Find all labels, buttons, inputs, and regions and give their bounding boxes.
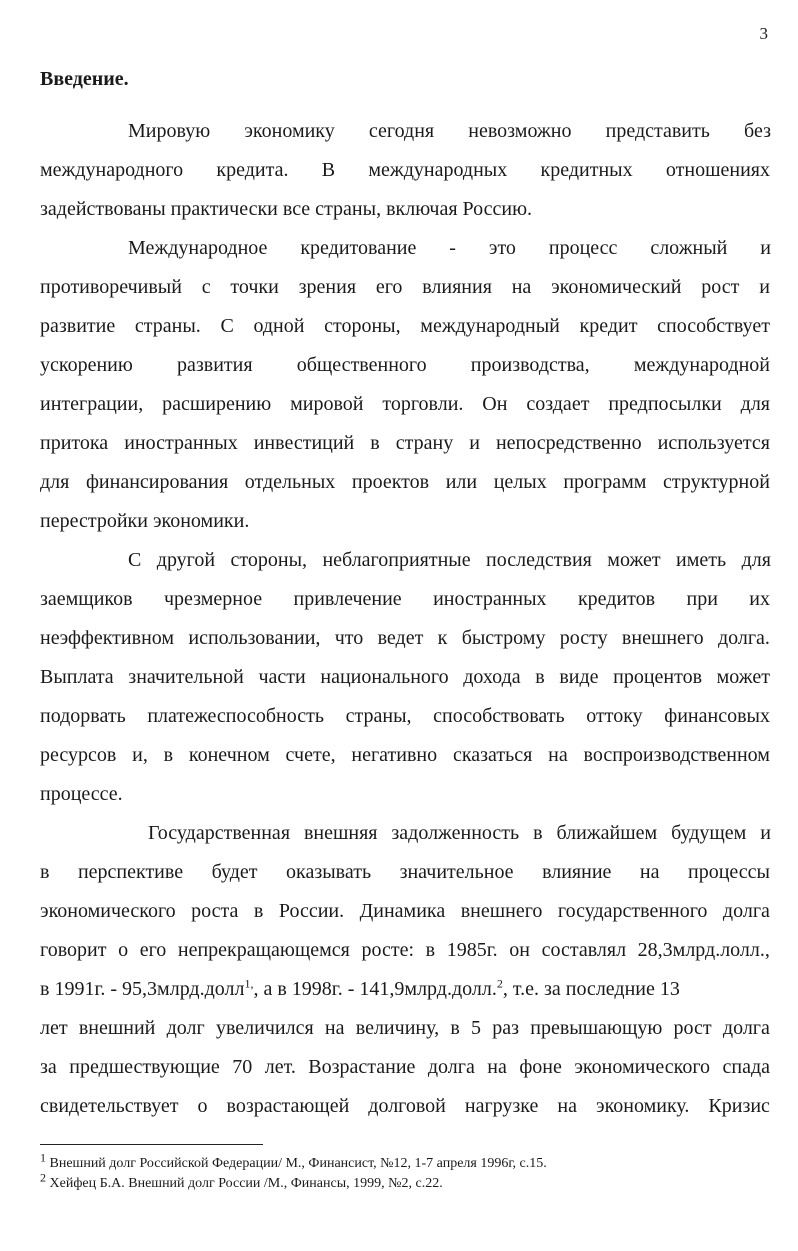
word: счете,	[285, 744, 336, 766]
word: предпосылки	[608, 393, 722, 415]
word: возрастающей	[226, 1095, 350, 1117]
word: сказаться	[452, 744, 533, 766]
word: притока	[40, 432, 109, 454]
word: отдельных	[244, 471, 336, 493]
word: долга	[427, 1056, 475, 1078]
word: зрения	[298, 276, 357, 298]
word: внешняя	[303, 822, 378, 844]
word: последствия	[486, 549, 592, 571]
footnote-ref-2: 2	[496, 976, 503, 991]
word: непрекращающемся	[177, 939, 350, 961]
text-line-5	[40, 275, 770, 299]
word: России.	[278, 900, 345, 922]
word: международной	[633, 354, 770, 376]
word: к	[437, 627, 448, 649]
word: Динамика	[359, 900, 446, 922]
text-line-9	[40, 431, 770, 455]
word: международный	[420, 315, 560, 337]
word: воспроизводственном	[583, 744, 770, 766]
footnote-separator	[40, 1144, 263, 1145]
word: влияния	[422, 276, 492, 298]
line-23-part2: , а в 1998г. - 141,9млрд.долл.	[253, 978, 497, 1000]
word: С	[220, 315, 234, 337]
word: влияние	[542, 861, 612, 883]
word: составлял	[541, 939, 627, 961]
word: программ	[563, 471, 647, 493]
text-line-2	[40, 158, 770, 182]
text-line-18: процессе.	[40, 783, 123, 805]
word: будущем	[671, 822, 747, 844]
word: предшествующие	[69, 1056, 220, 1078]
word: на	[487, 1056, 507, 1078]
word: Международное	[128, 237, 268, 259]
word: или	[445, 471, 478, 493]
word: его	[139, 939, 167, 961]
footnote-mark-2: 2	[40, 1170, 46, 1185]
word: на	[511, 276, 532, 298]
word: росте:	[361, 939, 415, 961]
word: другой	[156, 549, 216, 571]
footnote-text-2: Хейфец Б.А. Внешний долг России /М., Финансы, 1999, №2, с.22.	[46, 1176, 443, 1191]
text-line-16	[40, 704, 770, 728]
word: ресурсов	[40, 744, 117, 766]
word: и	[469, 432, 480, 454]
word: величину,	[355, 1017, 440, 1039]
word: заемщиков	[40, 588, 133, 610]
word: на	[324, 1017, 345, 1039]
word: для	[741, 549, 771, 571]
word: оказывать	[286, 861, 372, 883]
word: в	[533, 822, 543, 844]
word: национального	[320, 666, 449, 688]
word: экономику.	[596, 1095, 690, 1117]
footnote-ref-1: 1,	[244, 976, 254, 991]
word: экономического	[574, 1056, 711, 1078]
text-line-1	[128, 119, 771, 143]
word: виде	[559, 666, 599, 688]
word: экономический	[551, 276, 682, 298]
word: перспективе	[77, 861, 184, 883]
word: раз	[492, 1017, 520, 1039]
word: способствует	[657, 315, 770, 337]
word: Кризис	[708, 1095, 770, 1117]
word: в	[40, 861, 50, 883]
word: внешнего	[621, 627, 704, 649]
line-23-part3: , т.е. за последние 13	[502, 978, 680, 1000]
word: на	[639, 861, 660, 883]
word: о	[118, 939, 129, 961]
word: он	[509, 939, 530, 961]
word: финансирования	[85, 471, 229, 493]
text-line-4	[128, 236, 771, 260]
word: долга.	[717, 627, 770, 649]
word: используется	[657, 432, 770, 454]
word: неэффективном	[40, 627, 175, 649]
text-line-24	[40, 1016, 770, 1040]
word: долг	[166, 1017, 205, 1039]
word: отношениях	[665, 159, 770, 181]
word: 28,3млрд.лолл.,	[637, 939, 770, 961]
word: целых	[493, 471, 547, 493]
word: для	[40, 471, 70, 493]
text-line-19	[148, 821, 771, 845]
word: стороны,	[324, 315, 401, 337]
word: ускорению	[40, 354, 133, 376]
word: увеличился	[215, 1017, 314, 1039]
word: чрезмерное	[163, 588, 263, 610]
word: Выплата	[40, 666, 114, 688]
word: международных	[368, 159, 508, 181]
word: что	[334, 627, 364, 649]
word: процентов	[613, 666, 703, 688]
word: развитие	[40, 315, 116, 337]
text-line-7	[40, 353, 770, 377]
word: части	[258, 666, 306, 688]
word: о	[197, 1095, 208, 1117]
word: точки	[230, 276, 279, 298]
word: Он	[482, 393, 508, 415]
word: при	[686, 588, 718, 610]
word: страны,	[345, 705, 412, 727]
word: говорит	[40, 939, 107, 961]
word: государственного	[557, 900, 708, 922]
word: 5	[471, 1017, 482, 1039]
word: за	[40, 1056, 57, 1078]
word: роста	[191, 900, 239, 922]
word: кредитование	[300, 237, 417, 259]
word: привлечение	[293, 588, 402, 610]
word: в	[370, 432, 380, 454]
word: -	[449, 237, 456, 259]
footnote-text-1: Внешний долг Российской Федерации/ М., Финансист, №12, 1-7 апреля 1996г, с.15.	[46, 1156, 547, 1171]
text-line-23	[40, 977, 770, 1001]
word: может	[716, 666, 770, 688]
page-title: Введение.	[40, 68, 129, 90]
word: проектов	[351, 471, 430, 493]
word: долга	[722, 1017, 770, 1039]
word: способствовать	[433, 705, 565, 727]
word: общественного	[296, 354, 427, 376]
text-line-11: перестройки экономики.	[40, 510, 250, 532]
word: создает	[526, 393, 590, 415]
word: сложный	[650, 237, 728, 259]
word: спада	[722, 1056, 770, 1078]
word: сегодня	[368, 120, 435, 142]
word: с	[201, 276, 211, 298]
footnote-1	[40, 1150, 547, 1172]
text-line-21	[40, 899, 770, 923]
word: конечном	[188, 744, 270, 766]
word: в	[535, 666, 545, 688]
word: дохода	[463, 666, 521, 688]
word: оттоку	[586, 705, 643, 727]
word: мировой	[290, 393, 364, 415]
word: лет.	[264, 1056, 296, 1078]
text-line-25	[40, 1055, 770, 1079]
word: невозможно	[468, 120, 572, 142]
text-line-20	[40, 860, 770, 884]
word: без	[744, 120, 771, 142]
word: одной	[253, 315, 305, 337]
word: иметь	[676, 549, 727, 571]
word: 1985г.	[446, 939, 498, 961]
word: лет	[40, 1017, 68, 1039]
word: негативно	[351, 744, 438, 766]
word: в	[253, 900, 264, 922]
word: международного	[40, 159, 184, 181]
word: 70	[232, 1056, 253, 1078]
word: быстрому	[461, 627, 546, 649]
word: задолженность	[391, 822, 520, 844]
word: неблагоприятные	[322, 549, 471, 571]
text-line-14	[40, 626, 770, 650]
word: кредитных	[540, 159, 633, 181]
word: в	[450, 1017, 460, 1039]
text-line-12	[128, 548, 771, 572]
word: кредитов	[577, 588, 656, 610]
word: развития	[176, 354, 253, 376]
word: нагрузке	[464, 1095, 539, 1117]
word: В	[321, 159, 336, 181]
word: и,	[132, 744, 148, 766]
word: свидетельствует	[40, 1095, 179, 1117]
page-number: 3	[759, 24, 768, 43]
word: в	[163, 744, 174, 766]
word: С	[128, 549, 142, 571]
word: финансовых	[664, 705, 770, 727]
word: Государственная	[148, 822, 291, 844]
word: платежеспособность	[147, 705, 324, 727]
word: интеграции,	[40, 393, 144, 415]
text-line-22	[40, 938, 770, 962]
word: его	[375, 276, 403, 298]
word: будет	[211, 861, 258, 883]
word: рост	[701, 276, 740, 298]
word: противоречивый	[40, 276, 182, 298]
text-line-8	[40, 392, 770, 416]
word: страну	[395, 432, 454, 454]
word: Возрастание	[308, 1056, 416, 1078]
line-23-part1: в 1991г. - 95,3млрд.долл	[40, 978, 245, 1000]
word: в	[425, 939, 436, 961]
word: внешний	[78, 1017, 156, 1039]
word: и	[759, 276, 770, 298]
word: структурной	[663, 471, 770, 493]
word: использовании,	[188, 627, 321, 649]
word: экономику	[244, 120, 335, 142]
word: на	[548, 744, 568, 766]
word: расширению	[162, 393, 272, 415]
word: для	[740, 393, 770, 415]
word: процессы	[688, 861, 770, 883]
word: превышающую	[530, 1017, 663, 1039]
word: иностранных	[433, 588, 547, 610]
word: долговой	[368, 1095, 446, 1117]
word: это	[488, 237, 516, 259]
word: росту	[559, 627, 608, 649]
text-line-3: задействованы практически все страны, включая Россию.	[40, 198, 533, 220]
word: Мировую	[128, 120, 211, 142]
word: непосредственно	[495, 432, 642, 454]
word: страны.	[134, 315, 201, 337]
word: кредита.	[216, 159, 289, 181]
footnote-mark-1: 1	[40, 1150, 46, 1165]
word: и	[760, 822, 771, 844]
word: ближайшем	[556, 822, 658, 844]
text-line-13	[40, 587, 770, 611]
word: их	[749, 588, 770, 610]
word: торговли.	[382, 393, 464, 415]
word: представить	[605, 120, 710, 142]
text-line-6	[40, 314, 770, 338]
word: рост	[673, 1017, 712, 1039]
text-line-10	[40, 470, 770, 494]
text-line-17	[40, 743, 770, 767]
word: ведет	[377, 627, 424, 649]
word: кредит	[579, 315, 638, 337]
footnote-2	[40, 1170, 443, 1192]
word: может	[607, 549, 661, 571]
word: и	[760, 237, 771, 259]
word: экономического	[40, 900, 176, 922]
word: иностранных	[124, 432, 238, 454]
text-line-26	[40, 1094, 770, 1118]
word: процесс	[548, 237, 618, 259]
word: на	[557, 1095, 577, 1117]
word: подорвать	[40, 705, 126, 727]
word: фоне	[519, 1056, 562, 1078]
word: внешнего	[460, 900, 543, 922]
text-line-15	[40, 665, 770, 689]
word: инвестиций	[253, 432, 355, 454]
word: стороны,	[230, 549, 308, 571]
word: значительной	[128, 666, 244, 688]
word: значительное	[399, 861, 514, 883]
word: долга	[722, 900, 770, 922]
word: производства,	[470, 354, 590, 376]
